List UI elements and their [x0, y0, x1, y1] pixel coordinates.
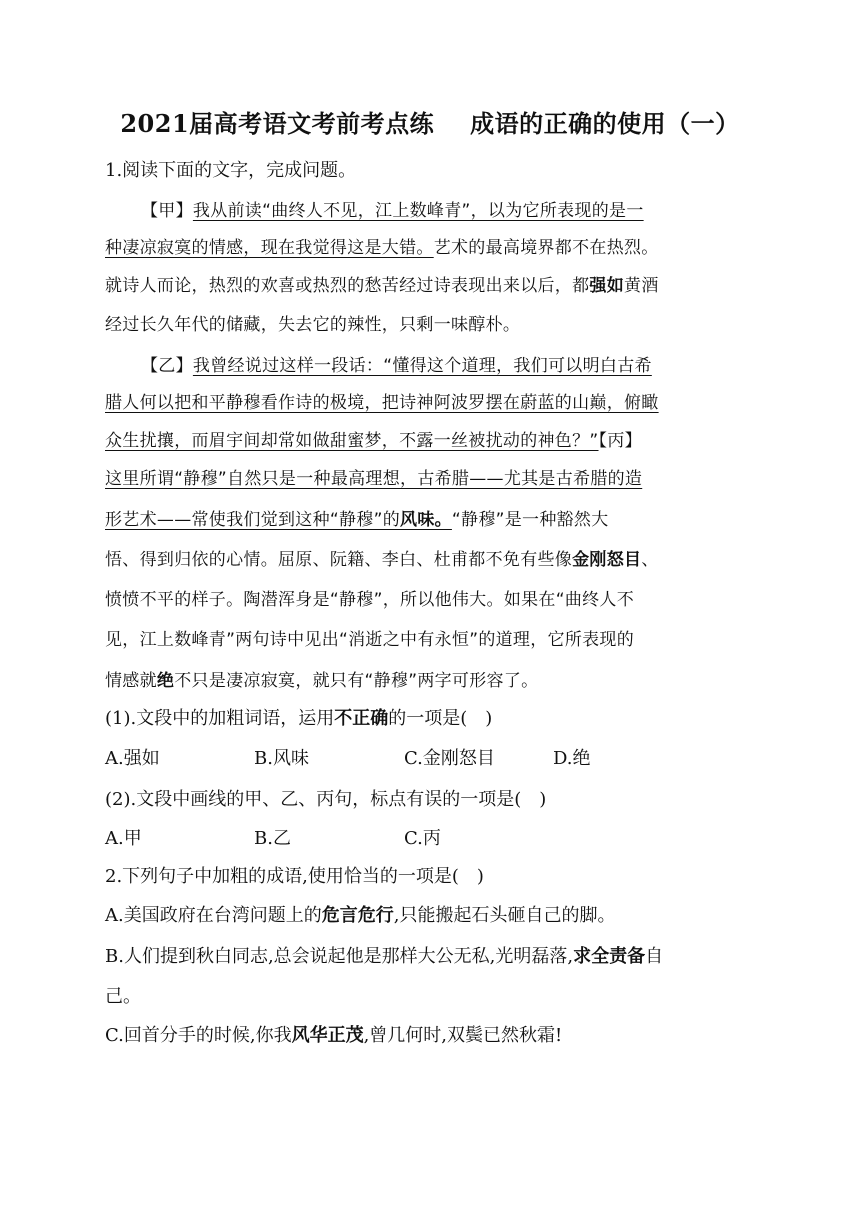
- underlined-sentence-yi: 我曾经说过这样一段话：“懂得这个道理，我们可以明白古希: [192, 356, 652, 376]
- marker-bing: 【丙】: [598, 431, 642, 451]
- option-a[interactable]: A.甲: [105, 828, 142, 849]
- underlined-sentence-bing: 这里所谓“静穆”自然只是一种最高理想，古希腊——尤其是古希腊的造: [105, 469, 643, 489]
- document-title: [0, 104, 860, 139]
- question-2-option-b-cont: 己。: [105, 986, 141, 1007]
- option-c[interactable]: C.金刚怒目: [404, 748, 495, 769]
- bold-idiom-fenghuazhengmao: 风华正茂: [291, 1025, 364, 1046]
- question-2-stem: 2.下列句子中加粗的成语,使用恰当的一项是( ): [105, 866, 484, 887]
- passage-text: 黄酒: [624, 276, 659, 296]
- passage-text: “静穆”是一种豁然大: [451, 510, 609, 530]
- passage-line: [105, 274, 755, 298]
- underlined-sentence-yi: 腊人何以把和平静穆看作诗的极境，把诗神阿波罗摆在蔚蓝的山巅，俯瞰: [105, 393, 659, 413]
- title-topic: 成语的正确的使用（一）: [470, 109, 740, 138]
- option-text: B.人们提到秋白同志,总会说起他是那样大公无私,光明磊落,: [105, 946, 574, 967]
- passage-line: [141, 199, 791, 223]
- passage-line: [105, 429, 755, 453]
- option-a[interactable]: A.强如: [105, 748, 160, 769]
- question-2-option-c[interactable]: [105, 1024, 755, 1048]
- passage-line: [105, 548, 755, 572]
- option-text: 自: [645, 946, 664, 967]
- underlined-sentence-jia: 我从前读“曲终人不见，江上数峰青”，以为它所表现的是一: [192, 201, 644, 221]
- marker-jia: 【甲】: [141, 201, 193, 221]
- emphasis-incorrect: 不正确: [334, 708, 389, 729]
- passage-line: 愤愤不平的样子。陶潜浑身是“静穆”，所以他伟大。如果在“曲终人不: [105, 590, 635, 610]
- bold-word-jue: 绝: [156, 671, 175, 691]
- option-b[interactable]: B.乙: [254, 828, 291, 849]
- option-c[interactable]: C.丙: [404, 828, 441, 849]
- sub-question-2: (2).文段中画线的甲、乙、丙句，标点有误的一项是( ): [105, 789, 547, 810]
- passage-text: 、: [641, 550, 659, 570]
- passage-line: [105, 669, 755, 693]
- marker-yi: 【乙】: [141, 356, 193, 376]
- bold-word-qiangru: 强如: [589, 276, 625, 296]
- passage-line: [105, 467, 755, 491]
- passage-line: [105, 236, 755, 260]
- question-2-option-a[interactable]: [105, 904, 755, 928]
- passage-line: 见，江上数峰青”两句诗中见出“消逝之中有永恒”的道理，它所表现的: [105, 630, 635, 650]
- bold-word-jingangnumu: 金刚怒目: [572, 550, 642, 570]
- passage-text: 艺术的最高境界都不在热烈。: [433, 238, 659, 258]
- option-text: ,曾几何时,双鬓已然秋霜!: [363, 1025, 563, 1046]
- question-text: (1).文段中的加粗词语，运用: [105, 708, 335, 729]
- bold-idiom-qiuquanzebei: 求全责备: [573, 946, 646, 967]
- title-main: 2021届高考语文考前考点练: [120, 109, 435, 138]
- option-text: A.美国政府在台湾问题上的: [105, 905, 322, 926]
- option-d[interactable]: D.绝: [553, 748, 591, 769]
- passage-line: [141, 354, 791, 378]
- option-b[interactable]: B.风味: [254, 748, 309, 769]
- question-2-option-b[interactable]: [105, 945, 755, 969]
- question-1-intro: 1.阅读下面的文字，完成问题。: [105, 160, 357, 181]
- passage-text: 悟、得到归依的心情。屈原、阮籍、李白、杜甫都不免有些像: [105, 550, 573, 570]
- passage-line: [105, 391, 755, 415]
- underlined-sentence-yi: 众生扰攘，而眉宇间却常如做甜蜜梦，不露一丝被扰动的神色？”: [105, 431, 599, 451]
- underlined-sentence-jia: 种凄凉寂寞的情感，现在我觉得这是大错。: [105, 238, 434, 258]
- question-text: 的一项是( ): [388, 708, 493, 729]
- passage-text: 不只是凄凉寂寞，就只有“静穆”两字可形容了。: [174, 671, 539, 691]
- passage-text: 就诗人而论，热烈的欢喜或热烈的愁苦经过诗表现出来以后，都: [105, 276, 590, 296]
- passage-line: [105, 508, 755, 532]
- bold-word-fengwei: 风味。: [400, 510, 452, 530]
- option-text: ,只能搬起石头砸自己的脚。: [393, 905, 616, 926]
- bold-idiom-weiyanweixing: 危言危行: [321, 905, 394, 926]
- option-text: C.回首分手的时候,你我: [105, 1025, 292, 1046]
- underlined-sentence-bing: 形艺术——常使我们觉到这种“静穆”的: [105, 510, 401, 530]
- passage-line: 经过长久年代的储藏，失去它的辣性，只剩一味醇朴。: [105, 315, 521, 335]
- sub-question-1: [105, 707, 755, 731]
- passage-text: 情感就: [105, 671, 157, 691]
